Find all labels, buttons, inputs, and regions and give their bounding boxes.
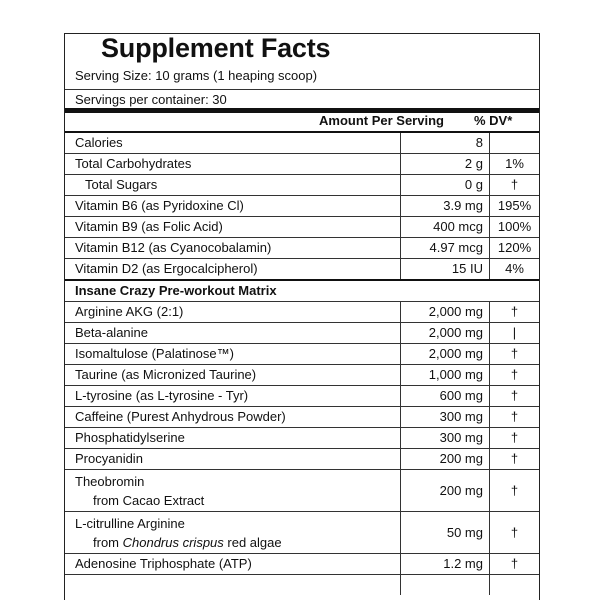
ingredient-source: [75, 533, 400, 552]
facts-row: [65, 407, 539, 428]
facts-row: [65, 344, 539, 365]
nutrient-amount: 0 g: [401, 175, 490, 196]
facts-row: [65, 449, 539, 470]
ingredient-amount: 300 mg: [401, 428, 490, 449]
panel-title: Supplement Facts: [101, 33, 331, 63]
ingredient-name: Beta-alanine: [65, 323, 401, 344]
ingredient-name-cell: [65, 470, 401, 512]
ingredient-name: Phosphatidylserine: [65, 428, 401, 449]
thick-divider: [65, 108, 539, 113]
facts-table: [65, 133, 539, 595]
serving-size: Serving Size: 10 grams (1 heaping scoop): [75, 68, 318, 83]
ingredient-dv: †: [490, 344, 540, 365]
nutrient-name: Total Sugars: [65, 175, 401, 196]
facts-row: [65, 365, 539, 386]
nutrient-dv: 100%: [490, 217, 540, 238]
ingredient-dv: †: [490, 428, 540, 449]
source-prefix: from: [93, 534, 123, 550]
ingredient-name: Procyanidin: [65, 449, 401, 470]
facts-row: [65, 196, 539, 217]
ingredient-amount: 300 mg: [401, 407, 490, 428]
matrix-section-title: Insane Crazy Pre-workout Matrix: [65, 280, 539, 302]
facts-row: [65, 302, 539, 323]
nutrient-dv: 195%: [490, 196, 540, 217]
ingredient-dv: †: [490, 407, 540, 428]
ingredient-name: Taurine (as Micronized Taurine): [65, 365, 401, 386]
supplement-facts-panel: [64, 33, 540, 600]
nutrient-amount: 3.9 mg: [401, 196, 490, 217]
source-species: Chondrus crispus: [122, 534, 224, 550]
ingredient-dv: †: [490, 449, 540, 470]
ingredient-dv: |: [490, 323, 540, 344]
divider: [65, 89, 539, 90]
ingredient-name: L-tyrosine (as L-tyrosine - Tyr): [65, 386, 401, 407]
ingredient-amount: [401, 575, 490, 596]
amount-header: Amount Per Serving: [319, 113, 444, 128]
nutrient-dv: 4%: [490, 259, 540, 281]
nutrient-dv: 120%: [490, 238, 540, 259]
ingredient-name: Adenosine Triphosphate (ATP): [65, 554, 401, 575]
ingredient-amount: 200 mg: [401, 470, 490, 512]
nutrient-amount: 4.97 mcg: [401, 238, 490, 259]
ingredient-amount: 2,000 mg: [401, 302, 490, 323]
nutrient-name: Vitamin B6 (as Pyridoxine Cl): [65, 196, 401, 217]
facts-row: [65, 217, 539, 238]
ingredient-name: Caffeine (Purest Anhydrous Powder): [65, 407, 401, 428]
ingredient-name-cell: [65, 512, 401, 554]
dv-header: % DV*: [474, 113, 513, 128]
nutrient-amount: 2 g: [401, 154, 490, 175]
facts-row: [65, 554, 539, 575]
facts-row: [65, 175, 539, 196]
nutrient-dv: 1%: [490, 154, 540, 175]
facts-row: [65, 259, 539, 281]
ingredient-name: [65, 575, 401, 596]
facts-row: [65, 323, 539, 344]
facts-row: [65, 154, 539, 175]
nutrient-dv: [490, 133, 540, 154]
ingredient-amount: 1,000 mg: [401, 365, 490, 386]
ingredient-name: Theobromin: [75, 473, 145, 489]
nutrient-dv: †: [490, 175, 540, 196]
ingredient-dv: †: [490, 512, 540, 554]
ingredient-dv: †: [490, 554, 540, 575]
servings-per-container: Servings per container: 30: [75, 92, 227, 107]
facts-row: [65, 238, 539, 259]
facts-row: [65, 512, 539, 554]
ingredient-amount: 2,000 mg: [401, 344, 490, 365]
ingredient-amount: 1.2 mg: [401, 554, 490, 575]
ingredient-amount: 200 mg: [401, 449, 490, 470]
ingredient-dv: [490, 575, 540, 596]
ingredient-amount: 600 mg: [401, 386, 490, 407]
ingredient-amount: 2,000 mg: [401, 323, 490, 344]
ingredient-name: L-citrulline Arginine: [75, 515, 185, 531]
nutrient-amount: 8: [401, 133, 490, 154]
nutrient-name: Vitamin D2 (as Ergocalcipherol): [65, 259, 401, 281]
facts-row: [65, 133, 539, 154]
facts-row: [65, 575, 539, 596]
ingredient-amount: 50 mg: [401, 512, 490, 554]
nutrient-name: Calories: [65, 133, 401, 154]
facts-row: [65, 470, 539, 512]
nutrient-name: Vitamin B9 (as Folic Acid): [65, 217, 401, 238]
nutrient-amount: 400 mcg: [401, 217, 490, 238]
ingredient-dv: †: [490, 386, 540, 407]
ingredient-dv: †: [490, 470, 540, 512]
facts-row: [65, 386, 539, 407]
nutrient-name: Total Carbohydrates: [65, 154, 401, 175]
ingredient-name: Isomaltulose (Palatinose™): [65, 344, 401, 365]
ingredient-dv: †: [490, 365, 540, 386]
nutrient-amount: 15 IU: [401, 259, 490, 281]
section-header-row: [65, 280, 539, 302]
ingredient-dv: †: [490, 302, 540, 323]
source-suffix: red algae: [223, 534, 282, 550]
ingredient-name: Arginine AKG (2:1): [65, 302, 401, 323]
ingredient-source: from Cacao Extract: [93, 492, 205, 508]
nutrient-name: Vitamin B12 (as Cyanocobalamin): [65, 238, 401, 259]
facts-row: [65, 428, 539, 449]
